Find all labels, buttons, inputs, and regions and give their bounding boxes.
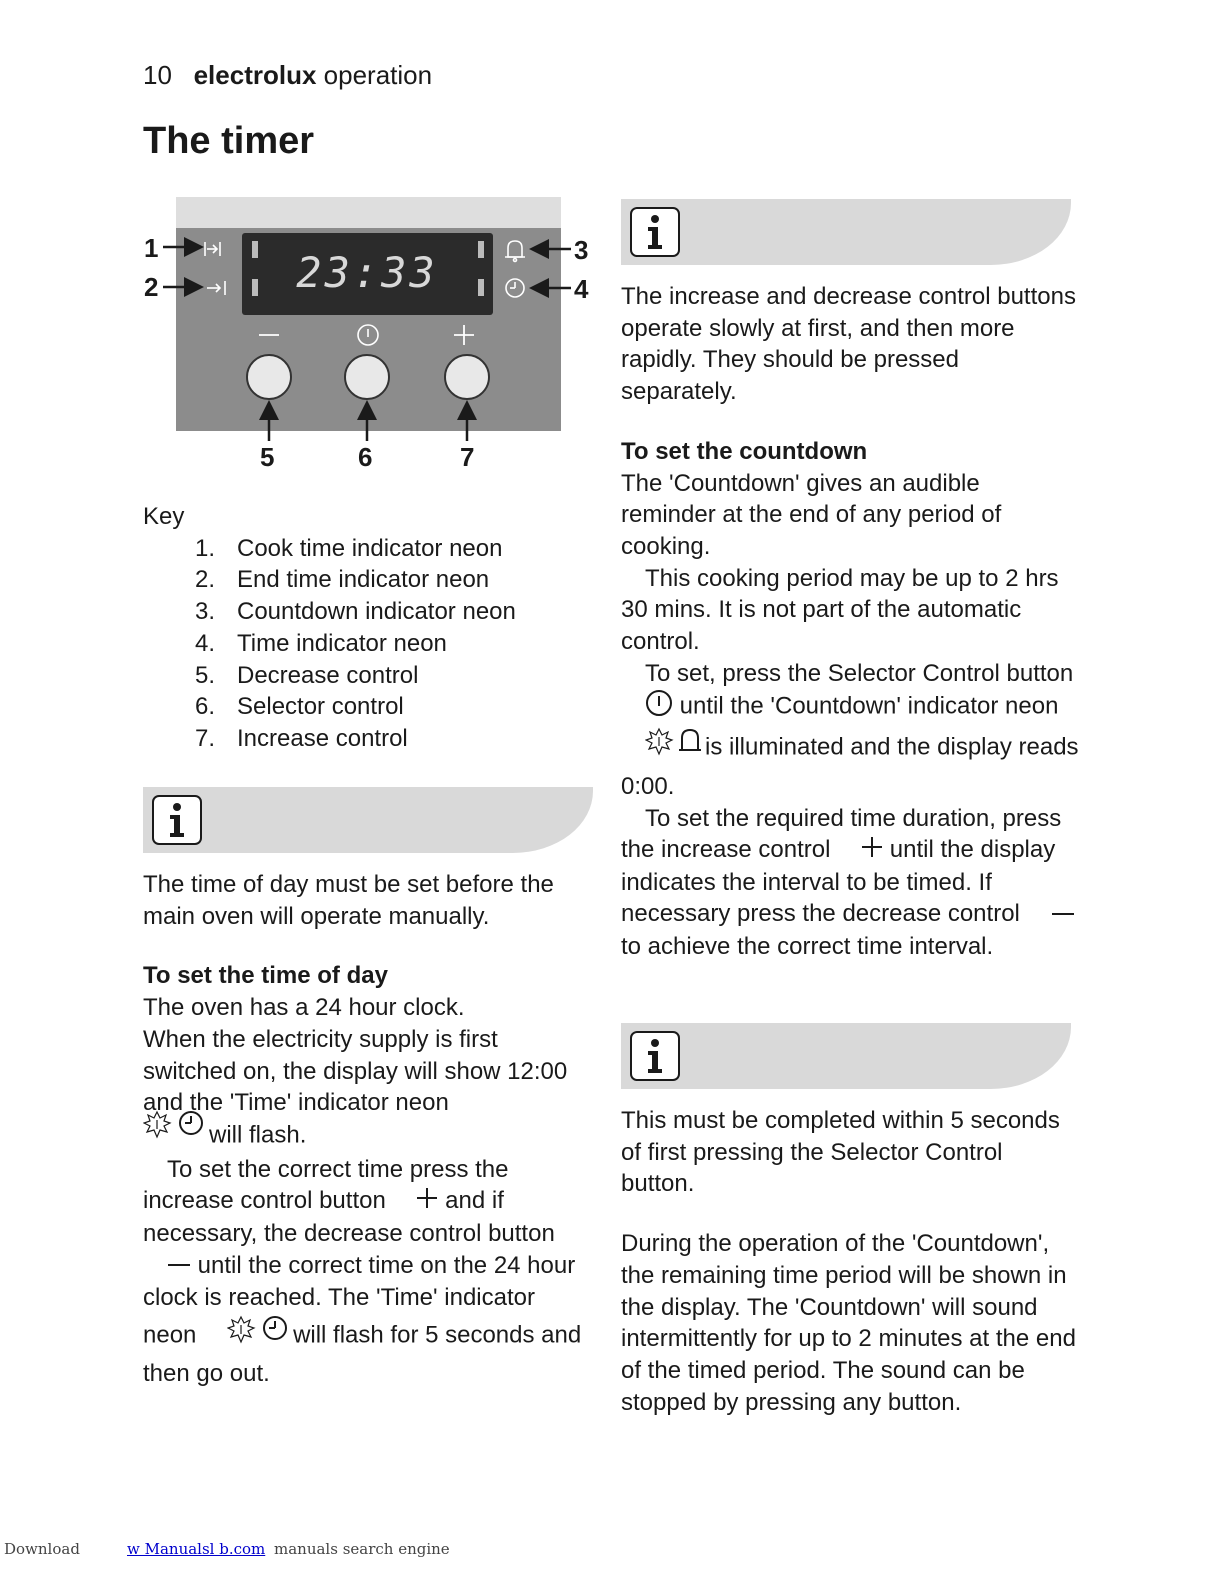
footer-link[interactable]: w Manualsl b.com xyxy=(127,1540,266,1558)
decrease-button xyxy=(247,355,291,399)
paragraph: The 'Countdown' gives an audible reminder at the end of any period of cooking. xyxy=(621,469,1002,560)
list-item: 5. Decrease control xyxy=(194,661,419,689)
paragraph: During the operation of the 'Countdown', the remaining time period will be shown in the display. The 'Countdown' will sound intermittently for up to 2 minutes at the end of the timed period. The sound can be stopped by pressing any button. xyxy=(621,1230,1076,1416)
minus-icon xyxy=(1027,899,1075,931)
info-text: This must be completed within 5 seconds of first pressing the Selector Control button. xyxy=(621,1107,1060,1198)
selector-button xyxy=(345,355,389,399)
section-heading: To set the countdown xyxy=(621,437,868,465)
section-name: operation xyxy=(323,60,433,90)
brand-name: electrolux xyxy=(193,60,317,90)
paragraph: To set, press the Selector Control button until the 'Countdown' indicator neon is illuminated and the display reads 0:00. xyxy=(621,659,1079,800)
page-title: The timer xyxy=(143,120,315,162)
callout-4: 4 xyxy=(574,274,589,304)
paragraph: This cooking period may be up to 2 hrs 30 mins. It is not part of the automatic control. xyxy=(621,564,1059,656)
page-header xyxy=(143,60,432,91)
list-item: 2. End time indicator neon xyxy=(194,566,490,594)
info-text: The increase and decrease control buttons operate slowly at first, and then more rapidly. They should be pressed separately. xyxy=(621,283,1076,406)
list-item: 3. Countdown indicator neon xyxy=(194,598,516,626)
right-column-lower xyxy=(621,1105,1081,1418)
key-label: Key xyxy=(143,503,185,530)
minus-icon xyxy=(143,1250,191,1282)
callout-6: 6 xyxy=(358,442,373,472)
info-icon xyxy=(630,207,680,257)
flashing-clock-icon xyxy=(203,1314,293,1359)
info-box xyxy=(621,1023,1071,1089)
plus-icon xyxy=(837,835,883,867)
footer xyxy=(0,1538,1225,1566)
footer-tagline: manuals search engine xyxy=(274,1540,450,1558)
increase-button xyxy=(445,355,489,399)
callout-3: 3 xyxy=(574,235,589,265)
panel-top-strip xyxy=(176,197,561,230)
callout-2: 2 xyxy=(144,272,159,302)
display-time: 23:33 xyxy=(296,248,438,297)
list-item: 4. Time indicator neon xyxy=(194,629,447,657)
left-column xyxy=(143,869,593,1390)
paragraph: When the electricity supply is first switched on, the display will show 12:00 and the 'Time' indicator neon will flash. xyxy=(143,1024,593,1154)
list-item: 7. Increase control xyxy=(194,724,408,752)
page-number: 10 xyxy=(143,60,172,90)
info-box xyxy=(621,199,1071,265)
info-icon xyxy=(152,795,202,845)
info-text: The time of day must be set before the main oven will operate manually. xyxy=(143,871,554,930)
right-column xyxy=(621,281,1081,963)
flashing-clock-icon xyxy=(143,1109,209,1154)
callout-5: 5 xyxy=(260,442,275,472)
list-item: 1. Cook time indicator neon xyxy=(194,534,503,562)
paragraph: To set the required time duration, press the increase control until the display indicates the interval to be timed. If necessary press the decrease control to achieve the correct time interval. xyxy=(621,803,1081,963)
info-icon xyxy=(630,1031,680,1081)
timer-diagram xyxy=(141,195,601,475)
flashing-bell-icon xyxy=(621,726,705,771)
paragraph: The oven has a 24 hour clock. xyxy=(143,994,465,1022)
section-heading: To set the time of day xyxy=(143,962,388,990)
callout-7: 7 xyxy=(460,442,475,472)
key-section xyxy=(143,501,593,755)
plus-icon xyxy=(392,1186,438,1218)
list-item: 6. Selector control xyxy=(194,693,404,721)
key-list xyxy=(143,533,593,755)
selector-icon xyxy=(621,689,673,726)
callout-1: 1 xyxy=(144,233,159,263)
info-box xyxy=(143,787,593,853)
footer-download: Download xyxy=(4,1540,80,1558)
paragraph: To set the correct time press the increase control button and if necessary, the decrease control button until the correct time on the 24 hour clock is reached. The 'Time' indicator neon will flash for 5 seconds and then go out. xyxy=(143,1155,582,1388)
